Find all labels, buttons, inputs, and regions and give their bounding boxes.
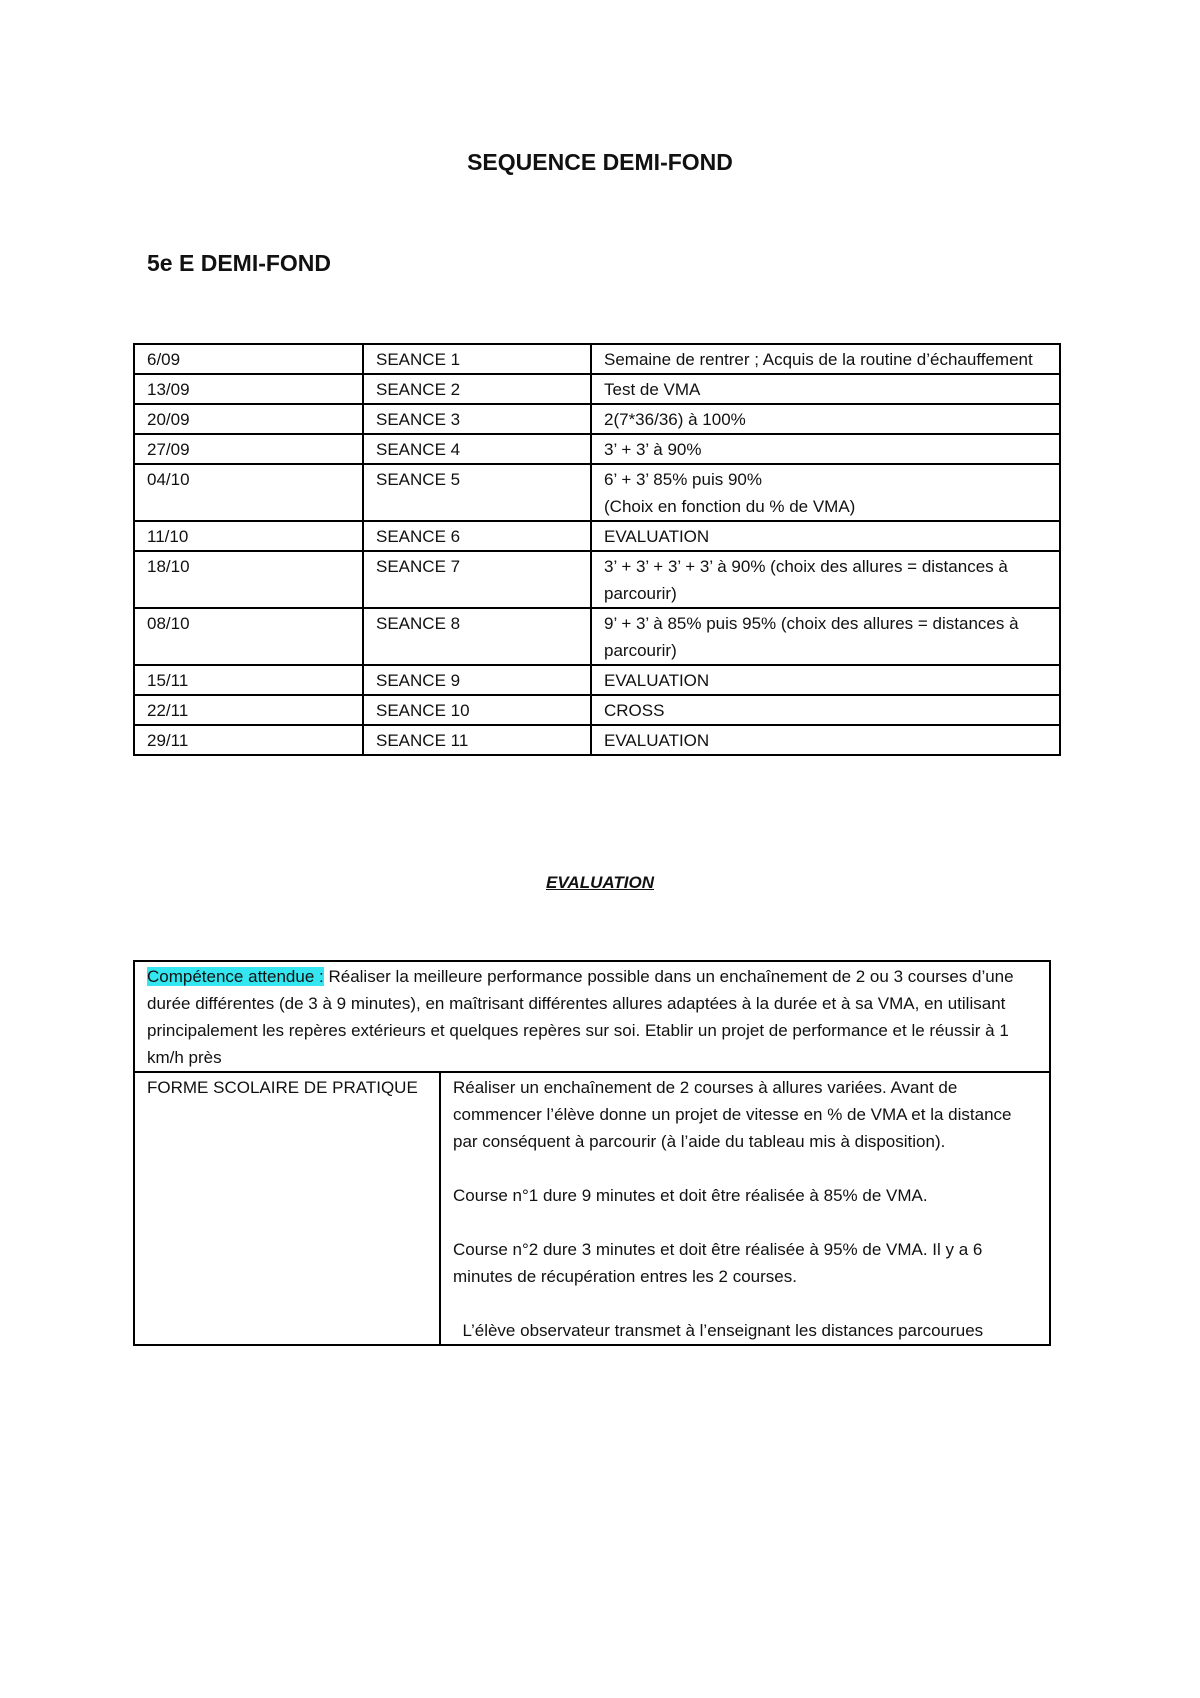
session-date: 08/10 xyxy=(134,608,363,665)
session-number: SEANCE 9 xyxy=(363,665,591,695)
session-number: SEANCE 11 xyxy=(363,725,591,755)
session-date: 15/11 xyxy=(134,665,363,695)
session-content xyxy=(591,464,1060,521)
forme-paragraph: Course n°1 dure 9 minutes et doit être réalisée à 85% de VMA. xyxy=(453,1186,928,1205)
table-row xyxy=(134,374,1060,404)
table-row xyxy=(134,665,1060,695)
competence-text: Réaliser la meilleure performance possible dans un enchaînement de 2 ou 3 courses d’une durée différentes (de 3 à 9 minutes), en maîtrisant différentes allures adaptées à la durée et à sa VMA, en utilisant principalement les repères extérieurs et quelques repères sur soi. Etablir un projet de performance et le réussir à 1 km/h près xyxy=(147,967,1014,1067)
evaluation-heading: EVALUATION xyxy=(546,873,654,892)
session-number: SEANCE 8 xyxy=(363,608,591,665)
session-content: 2(7*36/36) à 100% xyxy=(591,404,1060,434)
forme-paragraph: Course n°2 dure 3 minutes et doit être réalisée à 95% de VMA. Il y a 6 minutes de récupération entres les 2 courses. xyxy=(453,1240,983,1286)
session-content: Test de VMA xyxy=(591,374,1060,404)
forme-paragraph: L’élève observateur transmet à l’enseignant les distances parcourues xyxy=(453,1321,984,1340)
session-number: SEANCE 1 xyxy=(363,344,591,374)
session-date: 29/11 xyxy=(134,725,363,755)
forme-description xyxy=(440,1072,1050,1345)
table-row xyxy=(134,464,1060,521)
page-title: SEQUENCE DEMI-FOND xyxy=(467,149,733,175)
session-number: SEANCE 7 xyxy=(363,551,591,608)
table-row xyxy=(134,695,1060,725)
class-subtitle: 5e E DEMI-FOND xyxy=(147,250,332,276)
session-content: EVALUATION xyxy=(591,725,1060,755)
session-date: 13/09 xyxy=(134,374,363,404)
session-content-line: (Choix en fonction du % de VMA) xyxy=(604,497,856,516)
forme-label: FORME SCOLAIRE DE PRATIQUE xyxy=(134,1072,440,1345)
session-content-line: 6’ + 3’ 85% puis 90% xyxy=(604,470,762,489)
session-content: EVALUATION xyxy=(591,665,1060,695)
table-row xyxy=(134,344,1060,374)
table-row xyxy=(134,434,1060,464)
table-row xyxy=(134,404,1060,434)
session-content: EVALUATION xyxy=(591,521,1060,551)
table-row xyxy=(134,608,1060,665)
table-row xyxy=(134,521,1060,551)
session-number: SEANCE 3 xyxy=(363,404,591,434)
competence-label: Compétence attendue : xyxy=(147,967,324,986)
session-date: 04/10 xyxy=(134,464,363,521)
forme-row xyxy=(134,1072,1050,1345)
table-row xyxy=(134,551,1060,608)
session-content: 3’ + 3’ à 90% xyxy=(591,434,1060,464)
session-date: 22/11 xyxy=(134,695,363,725)
session-number: SEANCE 4 xyxy=(363,434,591,464)
competence-cell xyxy=(134,961,1050,1072)
session-content: CROSS xyxy=(591,695,1060,725)
session-date: 27/09 xyxy=(134,434,363,464)
session-number: SEANCE 2 xyxy=(363,374,591,404)
session-date: 18/10 xyxy=(134,551,363,608)
session-number: SEANCE 10 xyxy=(363,695,591,725)
table-row xyxy=(134,725,1060,755)
forme-paragraph: Réaliser un enchaînement de 2 courses à allures variées. Avant de commencer l’élève donne un projet de vitesse en % de VMA et la distance par conséquent à parcourir (à l’aide du tableau mis à disposition). xyxy=(453,1078,1012,1151)
session-number: SEANCE 6 xyxy=(363,521,591,551)
competence-row xyxy=(134,961,1050,1072)
session-content: 9’ + 3’ à 85% puis 95% (choix des allures = distances à parcourir) xyxy=(591,608,1060,665)
session-content: 3’ + 3’ + 3’ + 3’ à 90% (choix des allures = distances à parcourir) xyxy=(591,551,1060,608)
sessions-table xyxy=(133,343,1061,756)
session-number: SEANCE 5 xyxy=(363,464,591,521)
evaluation-table xyxy=(133,960,1051,1346)
session-content: Semaine de rentrer ; Acquis de la routine d’échauffement xyxy=(591,344,1060,374)
session-date: 11/10 xyxy=(134,521,363,551)
session-date: 20/09 xyxy=(134,404,363,434)
session-date: 6/09 xyxy=(134,344,363,374)
